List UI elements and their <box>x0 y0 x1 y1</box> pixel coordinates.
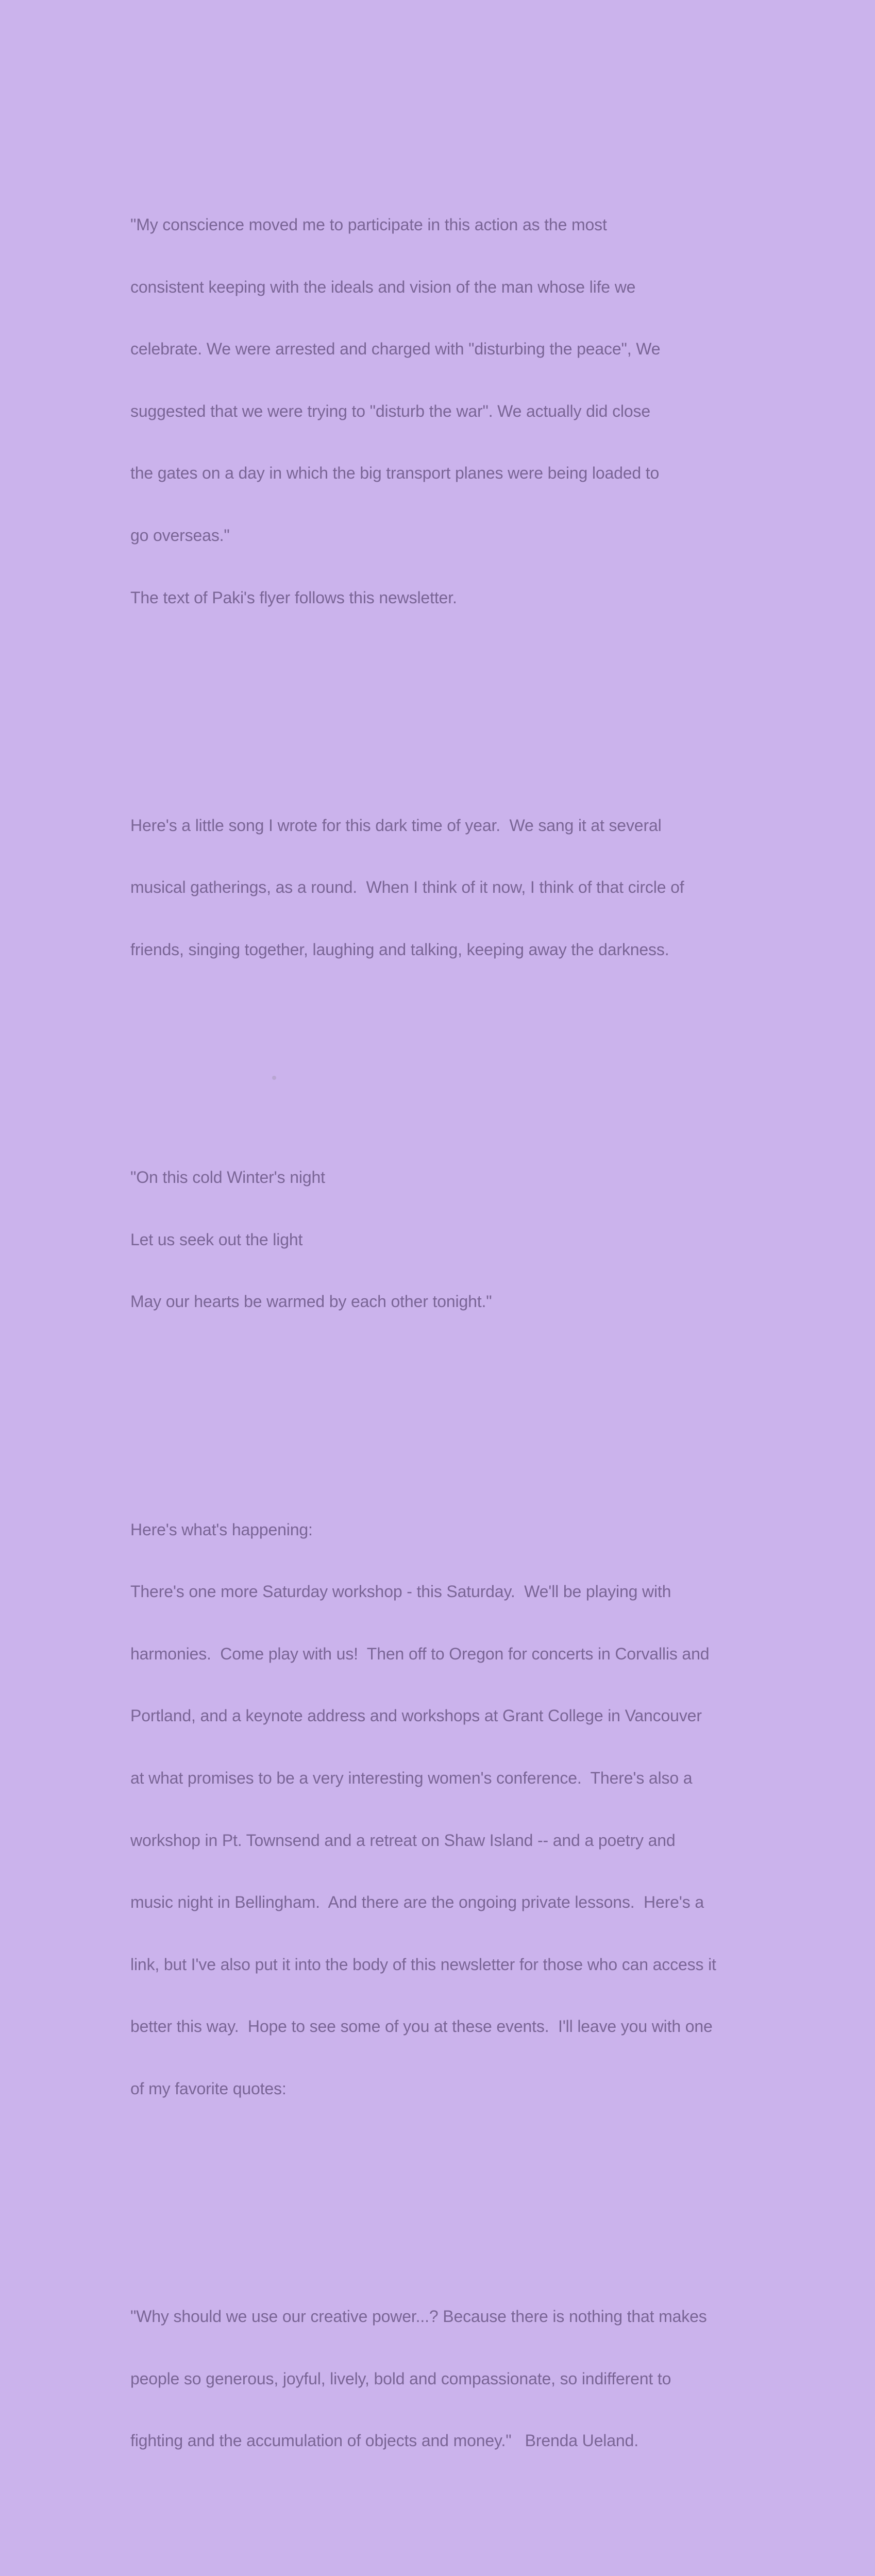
blank-line <box>130 1043 816 1063</box>
text-line: suggested that we were trying to "disturb the war". We actually did close <box>130 401 651 420</box>
text-line: at what promises to be a very interesting women's conference. There's also a <box>130 1768 693 1787</box>
lyric-line: Let us seek out the light <box>130 1230 303 1249</box>
text-line: "My conscience moved me to participate in this action as the most <box>130 215 607 234</box>
text-line: better this way. Hope to see some of you at these events. I'll leave you with one <box>130 2017 713 2036</box>
text-line: friends, singing together, laughing and talking, keeping away the darkness. <box>130 940 669 959</box>
text-line: workshop in Pt. Townsend and a retreat on Shaw Island -- and a poetry and <box>130 1831 676 1850</box>
text-line: fighting and the accumulation of objects and money." Brenda Ueland. <box>130 2431 638 2450</box>
blank-line <box>130 2182 816 2202</box>
text-line: "Why should we use our creative power...? Because there is nothing that makes <box>130 2307 707 2326</box>
text-line: of my favorite quotes: <box>130 2079 287 2098</box>
song-intro-paragraph <box>130 773 816 1001</box>
text-line: There's one more Saturday workshop - this Saturday. We'll be playing with <box>130 1582 671 1601</box>
text-line: go overseas." <box>130 526 230 545</box>
text-line: celebrate. We were arrested and charged with "disturbing the peace", We <box>130 340 661 359</box>
text-line: the gates on a day in which the big transport planes were being loaded to <box>130 464 660 483</box>
text-line: people so generous, joyful, lively, bold and compassionate, so indifferent to <box>130 2369 671 2388</box>
text-line: consistent keeping with the ideals and vision of the man whose life we <box>130 277 636 296</box>
text-line: Here's a little song I wrote for this dark time of year. We sang it at several <box>130 816 662 835</box>
blank-line <box>130 2534 816 2554</box>
paper-speck <box>272 1076 276 1080</box>
text-line: Portland, and a keynote address and workshops at Grant College in Vancouver <box>130 1706 702 1725</box>
happenings-paragraph <box>130 1478 816 2140</box>
lyric-line: "On this cold Winter's night <box>130 1168 325 1187</box>
quote-action-paragraph <box>130 173 816 650</box>
blank-line <box>130 691 816 711</box>
text-line: music night in Bellingham. And there are the ongoing private lessons. Here's a <box>130 1893 704 1912</box>
text-line: link, but I've also put it into the body of this newsletter for those who can access it <box>130 1955 716 1974</box>
lyric-line: May our hearts be warmed by each other tonight." <box>130 1292 492 1311</box>
song-lyrics <box>130 1126 816 1353</box>
text-line: harmonies. Come play with us! Then off to Oregon for concerts in Corvallis and <box>130 1644 710 1663</box>
blank-line <box>130 1395 816 1415</box>
text-line: Here's what's happening: <box>130 1520 313 1539</box>
ueland-quote <box>130 2265 816 2493</box>
text-line: musical gatherings, as a round. When I think of it now, I think of that circle of <box>130 878 684 897</box>
text-line: The text of Paki's flyer follows this newsletter. <box>130 588 457 607</box>
newsletter-body <box>130 111 816 2576</box>
